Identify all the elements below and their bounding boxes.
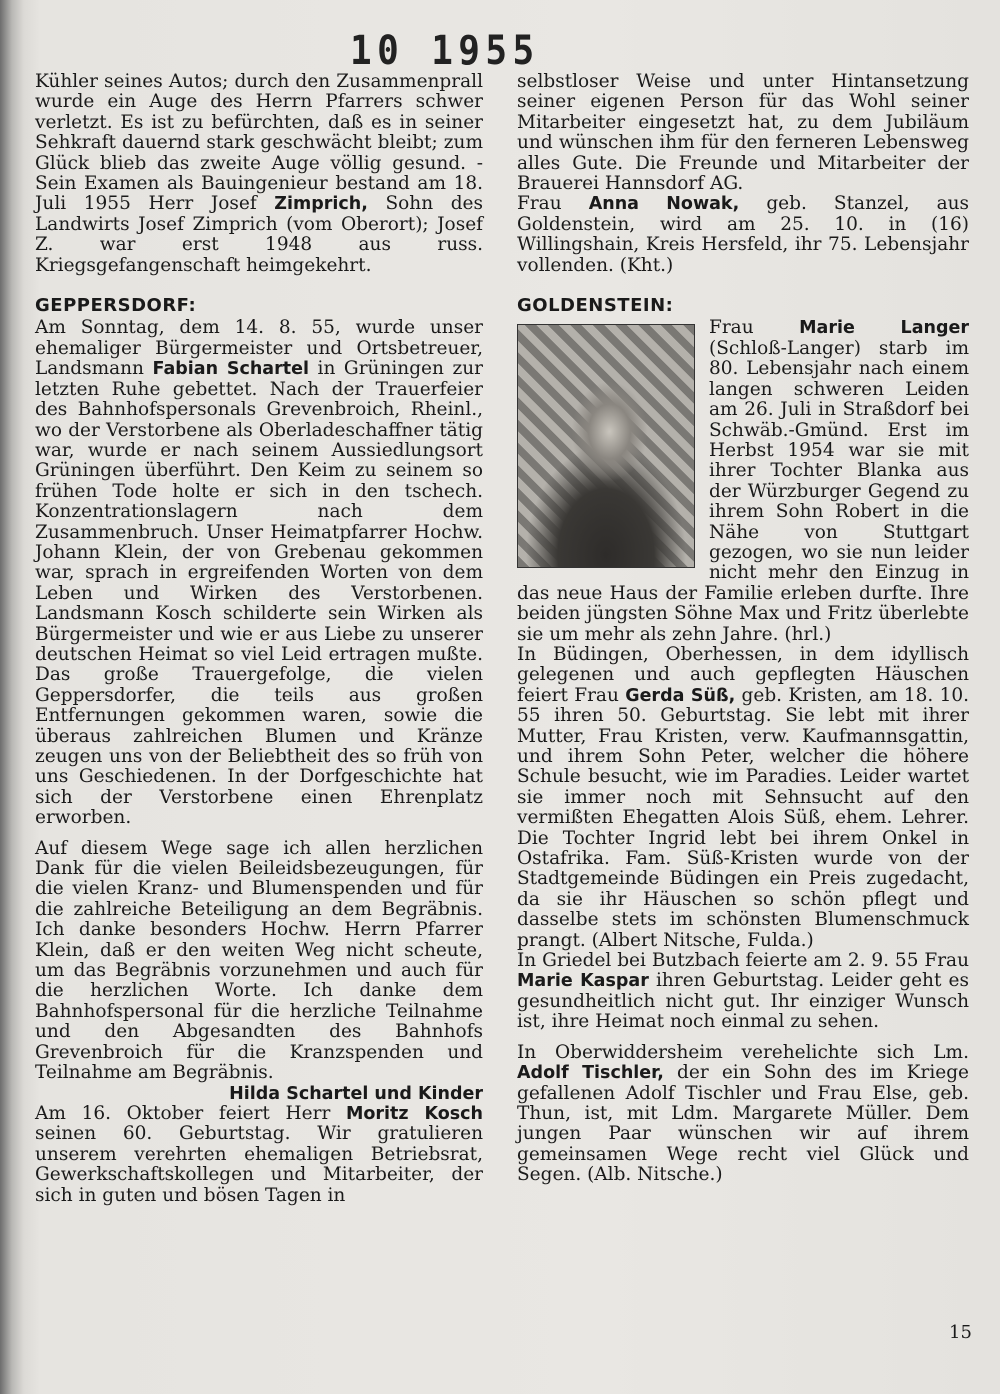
date-stamp: 10 1955 [350,28,540,74]
page-number: 15 [949,1322,972,1343]
portrait-photo [517,324,695,568]
paragraph: Am 16. Oktober feiert Herr Moritz Kosch seinen 60. Geburtstag. Wir gratulieren unserem verehrten ehemaligen Betriebsrat, Gewerkschaftskollegen und Mitarbeiter, der sich in guten und bösen Tagen in [35,1102,483,1206]
left-column [35,72,483,1206]
paragraph: In Griedel bei Butzbach feierte am 2. 9. 55 Frau Marie Kaspar ihren Geburtstag. Leider geht es gesundheitlich nicht gut. Ihr einziger Wunsch ist, ihre Heimat noch einmal zu sehen. [517,950,969,1033]
paragraph: In Büdingen, Oberhessen, in dem idyllisch gelegenen und auch gepflegten Häuschen feiert Frau Gerda Süß, geb. Kristen, am 18. 10. 55 ihren 50. Geburtstag. Sie lebt mit ihrer Mutter, Frau Kristen, verw. Kaufmannsgattin, und ihrem Sohn Peter, welcher die höhere Schule besucht, wie im Paradies. Leider wartet sie immer noch mit Sehnsucht auf den vermißten Ehegatten Alois Süß, ehem. Lehrer. Die Tochter Ingrid lebt bei ihrem Onkel in Ostafrika. Fam. Süß-Kristen wurde von der Stadtgemeinde Büdingen ein Preis zugedacht, da sie ihr Häuschen so schön pflegt und dasselbe stets im schönsten Blumenschmuck prangt. (Albert Nitsche, Fulda.) [517,643,969,951]
right-column [517,72,969,1186]
obituary-block [517,318,969,645]
signature: Hilda Schartel und Kinder [229,1083,483,1104]
paragraph: Auf diesem Wege sage ich allen herzlichen Dank für die vielen Beileidsbezeugungen, für die vielen Kranz- und Blumenspenden und für die zahlreiche Beteiligung an dem Begräbnis. Ich danke besonders Hochw. Herrn Pfarrer Klein, daß er den weiten Weg nicht scheute, um das Begräbnis vorzunehmen und auch für die herzlichen Worte. Ich danke dem Bahnhofspersonal für die herzliche Teilnahme und den Abgesandten des Bahnhofs Grevenbroich für die Kranzspenden und Teilnahme am Begräbnis. [35,837,483,1084]
paragraph: Frau Anna Nowak, geb. Stanzel, aus Goldenstein, wird am 25. 10. in (16) Willingshain, Kreis Hersfeld, ihr 75. Lebensjahr vollenden. (Kht.) [517,193,970,276]
paragraph: Kühler seines Autos; durch den Zusammenprall wurde ein Auge des Herrn Pfarrers schwer verletzt. Es ist zu befürchten, daß es in seiner Sehkraft dauernd stark geschwächt bleibt; zum Glück blieb das zweite Auge völlig gesund. - Sein Examen als Bauingenieur bestand am 18. Juli 1955 Herr Josef Zimprich, Sohn des Landwirts Josef Zimprich (vom Oberort); Josef Z. war erst 1948 aus russ. Kriegsgefangenschaft heimgekehrt. [35,71,483,276]
paragraph: In Oberwiddersheim verehelichte sich Lm. Adolf Tischler, der ein Sohn des im Kriege gefallenen Adolf Tischler und Frau Else, geb. Thun, ist, mit Ldm. Margarete Müller. Dem jungen Paar wünschen wir auf ihrem gemeinsamen Wege recht viel Glück und Segen. (Alb. Nitsche.) [517,1041,970,1186]
paragraph: Am Sonntag, dem 14. 8. 55, wurde unser ehemaliger Bürgermeister und Ortsbetreuer, Landsmann Fabian Schartel in Grüningen zur letzten Ruhe gebettet. Nach der Trauerfeier des Bahnhofspersonals Grevenbroich, Rheinl., wo der Verstorbene als Oberladeschaffner tätig war, wurde er nach seinem Aussiedlungsort Grüningen überführt. Den Keim zu seinem so frühen Tode holte er sich in den tschech. Konzentrationslagern nach dem Zusammenbruch. Unser Heimatpfarrer Hochw. Johann Klein, der von Grebenau gekommen war, sprach in ergreifenden Worten von dem Leben und Wirken des Verstorbenen. Landsmann Kosch schilderte sein Wirken als Bürgermeister und wie er aus Liebe zu unserer deutschen Heimat so viel Leid ertragen mußte. Das große Trauergefolge, die vielen Geppersdorfer, die teils aus großen Entfernungen gekommen waren, sowie die überaus zahlreichen Blumen und Kränze zeugen uns von der Beliebtheit des so früh von uns Geschiedenen. In der Dorfgeschichte hat sich der Verstorbene einen Ehrenplatz erworben. [35,317,483,829]
paragraph: Frau Marie Langer (Schloß-Langer) starb im 80. Lebensjahr nach einem langen schweren Leiden am 26. Juli in Straßdorf bei Schwäb.-Gmünd. Erst im Herbst 1954 war sie mit ihrer Tochter Blanka aus der Würzburger Gegend zu ihrem Sohn Robert in die Nähe von Stuttgart gezogen, wo sie nun leider nicht mehr den Einzug in das neue Haus der Familie erleben durfte. Ihre beiden jüngsten Söhne Max und Fritz überlebte sie um mehr als zehn Jahre. (hrl.) [517,317,969,645]
paragraph: selbstloser Weise und unter Hintansetzung seiner eigenen Person für das Wohl seiner Mitarbeiter eingesetzt hat, zu dem Jubiläum und wünschen ihm für den ferneren Lebensweg alles Gute. Die Freunde und Mitarbeiter der Brauerei Hannsdorf AG. [517,71,969,195]
section-heading-goldenstein: GOLDENSTEIN: [517,295,674,317]
section-heading-geppersdorf: GEPPERSDORF: [35,295,197,317]
